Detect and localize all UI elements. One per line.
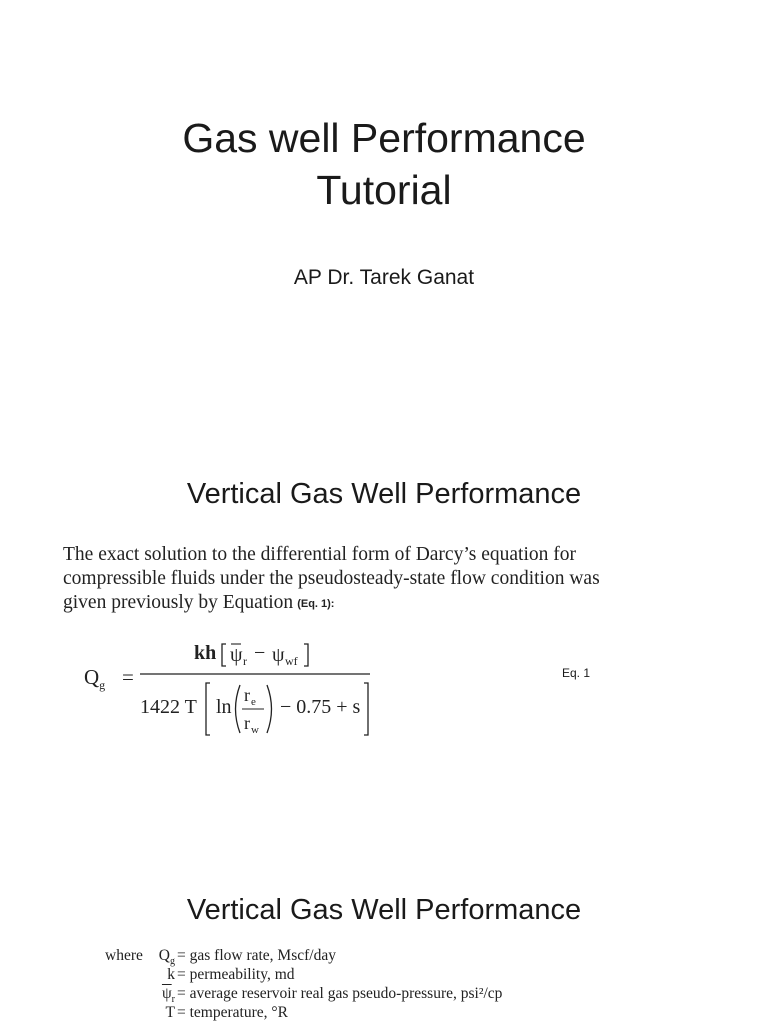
eq-den-right-bracket	[364, 683, 368, 735]
symbol-letter: k	[167, 966, 175, 983]
eq-minus: −	[254, 642, 266, 664]
eq-den-tail: − 0.75 + s	[280, 696, 361, 718]
definition-text: = permeability, md	[177, 966, 295, 983]
darcy-paragraph	[63, 543, 673, 616]
paragraph-line-1: The exact solution to the differential form of Darcy’s equation for	[63, 544, 576, 565]
definition-symbol	[105, 1003, 175, 1022]
eq-den-const: 1422 T	[140, 696, 197, 718]
symbol-subscript: g	[170, 956, 175, 968]
definition-symbol	[105, 965, 175, 984]
equation-reference-tag: (Eq. 1):	[297, 598, 335, 610]
eq-psi-wf: ψ	[272, 644, 285, 666]
slide-heading: Vertical Gas Well Performance	[186, 894, 582, 926]
equation-label: Eq. 1	[562, 666, 591, 680]
eq-equals: =	[122, 665, 134, 689]
vertical-gas-well-slide-1	[0, 430, 768, 860]
eq-lhs-symbol: Q	[84, 665, 100, 689]
author-subtitle: AP Dr. Tarek Ganat	[293, 266, 475, 289]
eq-re-sub: e	[251, 696, 256, 708]
title-slide	[0, 0, 768, 430]
vertical-gas-well-slide-2	[0, 860, 768, 1024]
symbol-letter: $\overline{\psi}$	[161, 985, 172, 1002]
eq-num-right-bracket	[304, 644, 308, 666]
eq-left-paren	[236, 685, 241, 733]
eq-psi-wf-sub: wf	[285, 654, 298, 668]
where-word: where	[105, 947, 143, 964]
eq-psi-r-sub: r	[243, 654, 247, 668]
definition-text: = average reservoir real gas pseudo-pressure, psi²/cp	[177, 985, 503, 1002]
presentation-title	[0, 112, 768, 216]
definition-text: = gas flow rate, Mscf/day	[177, 947, 336, 964]
eq-psi-r: ψ	[230, 644, 243, 666]
symbol-subscript: r	[171, 994, 175, 1006]
eq-den-left-bracket	[206, 683, 210, 735]
slide-heading: Vertical Gas Well Performance	[186, 478, 582, 510]
eq-right-paren	[267, 685, 272, 733]
paragraph-line-3-text: given previously by Equation	[63, 592, 294, 613]
paragraph-line-2: compressible fluids under the pseudosteady-state flow condition was	[63, 568, 600, 589]
eq-lhs-subscript: g	[99, 678, 106, 693]
eq-rw-sub: w	[251, 724, 259, 736]
title-line-2: Tutorial	[316, 167, 452, 213]
eq-fraction-svg	[84, 635, 384, 745]
eq-num-left-bracket	[222, 644, 226, 666]
gas-flow-equation	[84, 635, 384, 745]
title-line-1: Gas well Performance	[182, 115, 586, 161]
paragraph-line-3	[63, 591, 673, 616]
eq-ln: ln	[216, 696, 232, 718]
symbol-letter: Q	[158, 947, 170, 964]
eq-rw: r	[244, 713, 250, 733]
eq-numerator-kh: kh	[194, 642, 217, 664]
eq-re: r	[244, 685, 250, 705]
definition-text: = temperature, °R	[177, 1004, 288, 1021]
symbol-letter: T	[165, 1004, 175, 1021]
